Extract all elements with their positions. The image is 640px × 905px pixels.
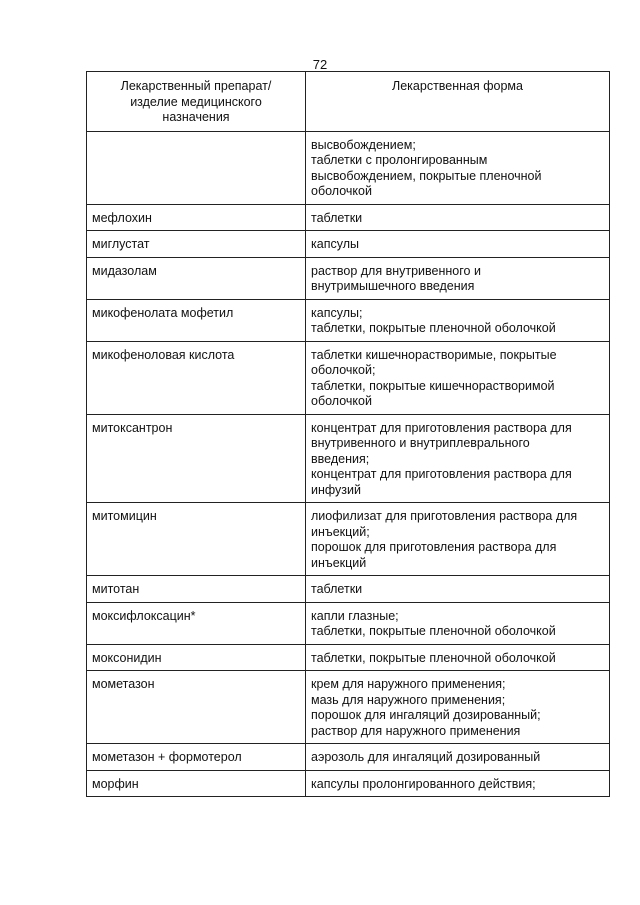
form-line: капли глазные; [311,608,399,623]
form-line: таблетки [311,210,363,225]
form-line: таблетки кишечнорастворимые, покрытые [311,347,557,362]
table-row [87,744,610,771]
drug-name-cell: митотан [87,576,306,603]
form-line: порошок для приготовления раствора для [311,540,557,554]
form-line: таблетки, покрытые пленочной оболочкой [311,321,556,335]
table-row [87,671,610,744]
form-line: таблетки [311,582,363,596]
form-line: капсулы [311,237,359,251]
form-line: инфузий [311,482,361,497]
drug-name-cell: моксонидин [87,644,306,671]
table-row [87,204,610,231]
dosage-form-cell [306,231,610,258]
table-row [87,503,610,576]
drug-name-cell: мометазон [87,671,306,744]
drug-name-cell [87,131,306,204]
form-line: таблетки, покрытые пленочной оболочкой [311,624,556,638]
form-line: оболочкой; [311,363,376,377]
form-line: мазь для наружного применения; [311,692,506,707]
form-line: введения; [311,451,370,466]
form-line: капсулы пролонгированного действия; [311,776,536,791]
form-line: лиофилизат для приготовления раствора для [311,509,578,523]
drug-name-cell: мидазолам [87,257,306,299]
drug-name-cell: морфин [87,770,306,797]
dosage-form-cell [306,602,610,644]
form-line: таблетки с пролонгированным [311,153,488,167]
form-line: инъекций [311,555,367,570]
form-line: высвобождением; [311,137,416,152]
drug-name-cell: микофеноловая кислота [87,341,306,414]
header-line: назначения [162,110,230,124]
dosage-form-cell [306,257,610,299]
form-line: раствор для внутривенного и [311,263,481,278]
form-line: раствор для наружного применения [311,723,521,738]
header-line: Лекарственный препарат/ [120,79,272,93]
drug-name-cell: мометазон + формотерол [87,744,306,771]
dosage-form-cell [306,671,610,744]
dosage-form-cell [306,414,610,503]
table-row [87,299,610,341]
dosage-form-cell [306,299,610,341]
table-row [87,257,610,299]
dosage-form-cell [306,341,610,414]
drug-name-cell: митомицин [87,503,306,576]
drug-name-cell: миглустат [87,231,306,258]
drug-table [86,71,610,797]
drug-name-cell: митоксантрон [87,414,306,503]
form-line: концентрат для приготовления раствора для [311,467,572,481]
form-line: порошок для ингаляций дозированный; [311,708,541,722]
form-line: внутримышечного введения [311,279,475,293]
table-row [87,770,610,797]
form-line: инъекций; [311,524,370,539]
dosage-form-cell [306,131,610,204]
header-line: изделие медицинского [130,94,262,109]
header-form [306,72,610,132]
table-row [87,131,610,204]
drug-name-cell: моксифлоксацин* [87,602,306,644]
form-line: капсулы; [311,305,363,320]
page-number: 72 [312,57,328,72]
table-row [87,414,610,503]
table-row [87,644,610,671]
form-line: таблетки, покрытые кишечнорастворимой [311,378,555,393]
form-line: таблетки, покрытые пленочной оболочкой [311,650,556,665]
dosage-form-cell [306,576,610,603]
table-row [87,576,610,603]
dosage-form-cell [306,204,610,231]
dosage-form-cell [306,644,610,671]
dosage-form-cell [306,744,610,771]
form-line: аэрозоль для ингаляций дозированный [311,750,541,764]
dosage-form-cell [306,770,610,797]
form-line: оболочкой [311,184,372,198]
form-line: крем для наружного применения; [311,677,506,691]
dosage-form-cell [306,503,610,576]
table-row [87,341,610,414]
table-row [87,231,610,258]
header-drug [87,72,306,132]
table-row [87,602,610,644]
table-header-row [87,72,610,132]
drug-name-cell: мефлохин [87,204,306,231]
drug-name-cell: микофенолата мофетил [87,299,306,341]
form-line: внутривенного и внутриплеврального [311,436,530,450]
form-line: высвобождением, покрытые пленочной [311,168,542,183]
form-line: оболочкой [311,394,372,408]
form-line: концентрат для приготовления раствора для [311,420,572,435]
header-line: Лекарственная форма [392,79,523,93]
